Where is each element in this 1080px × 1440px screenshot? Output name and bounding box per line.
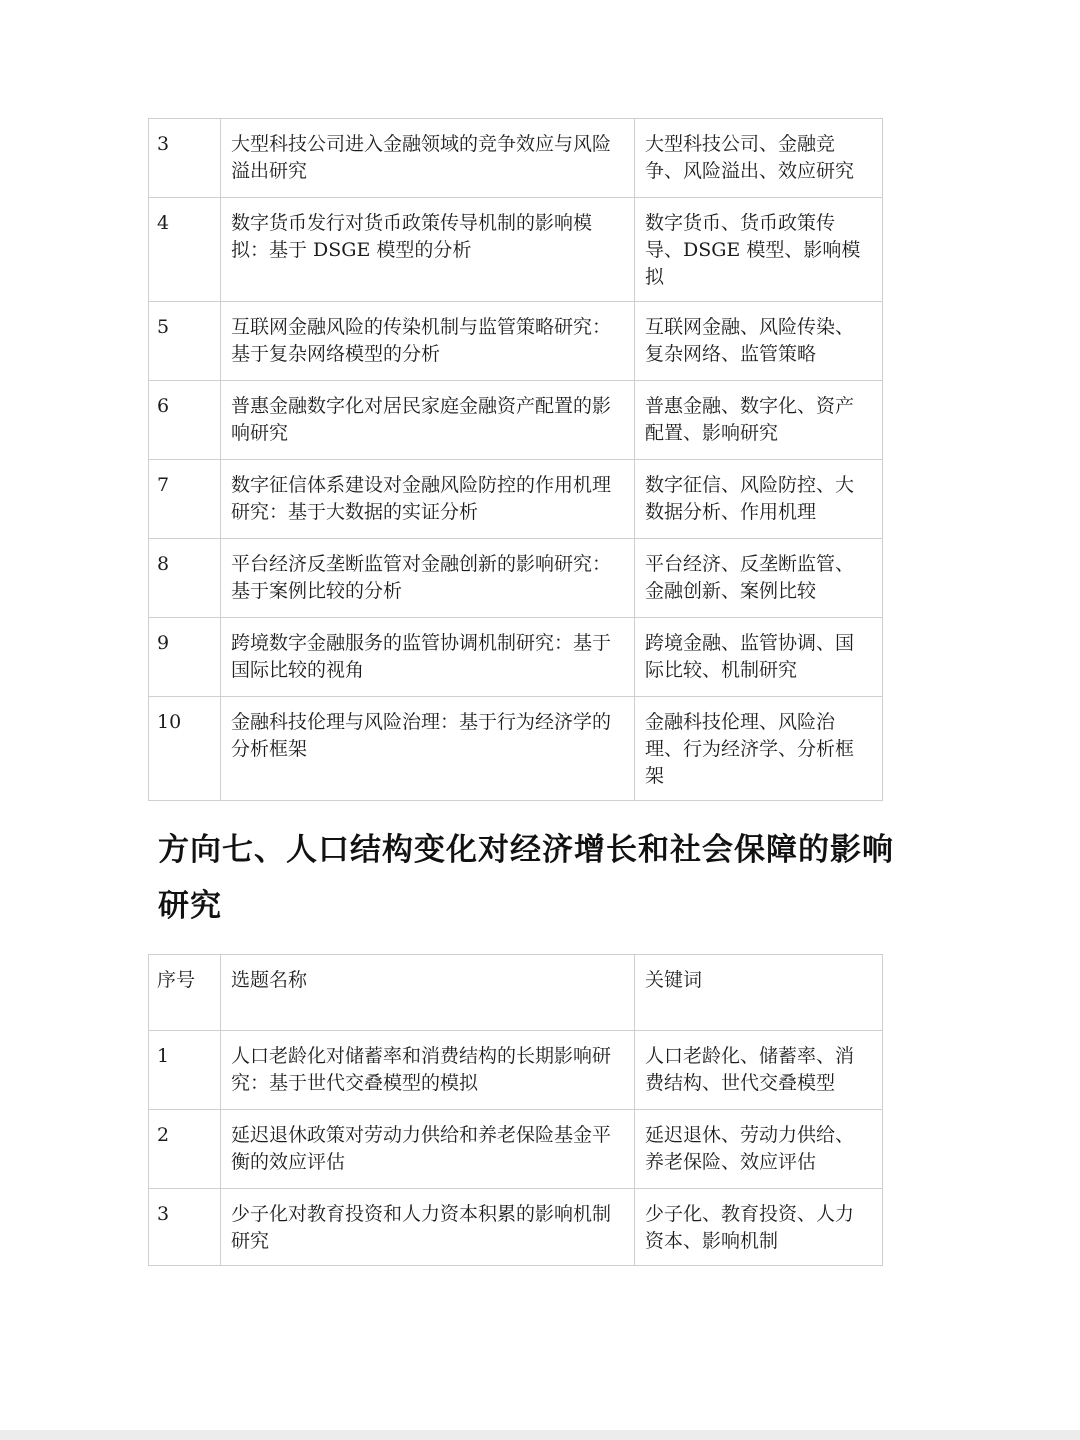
topic-title: 金融科技伦理与风险治理：基于行为经济学的分析框架 — [221, 697, 635, 801]
table-row — [149, 1189, 883, 1266]
row-number: 10 — [149, 697, 221, 801]
table-row — [149, 302, 883, 381]
topic-title: 数字征信体系建设对金融风险防控的作用机理研究：基于大数据的实证分析 — [221, 460, 635, 539]
table-header-row — [149, 955, 883, 1031]
topic-title: 普惠金融数字化对居民家庭金融资产配置的影响研究 — [221, 381, 635, 460]
table-row — [149, 1031, 883, 1110]
row-number: 8 — [149, 539, 221, 618]
row-number: 3 — [149, 1189, 221, 1266]
table-row — [149, 697, 883, 801]
table-row — [149, 119, 883, 198]
topic-keywords: 普惠金融、数字化、资产配置、影响研究 — [635, 381, 883, 460]
topic-title: 数字货币发行对货币政策传导机制的影响模拟：基于 DSGE 模型的分析 — [221, 198, 635, 302]
topic-title: 人口老龄化对储蓄率和消费结构的长期影响研究：基于世代交叠模型的模拟 — [221, 1031, 635, 1110]
table-row — [149, 539, 883, 618]
row-number: 7 — [149, 460, 221, 539]
topic-title: 大型科技公司进入金融领域的竞争效应与风险溢出研究 — [221, 119, 635, 198]
topic-keywords: 数字征信、风险防控、大数据分析、作用机理 — [635, 460, 883, 539]
topics-table-direction-6 — [148, 118, 883, 801]
topic-keywords: 平台经济、反垄断监管、金融创新、案例比较 — [635, 539, 883, 618]
topic-title: 互联网金融风险的传染机制与监管策略研究：基于复杂网络模型的分析 — [221, 302, 635, 381]
topic-keywords: 延迟退休、劳动力供给、养老保险、效应评估 — [635, 1110, 883, 1189]
topic-keywords: 大型科技公司、金融竞争、风险溢出、效应研究 — [635, 119, 883, 198]
table-row — [149, 198, 883, 302]
topic-title: 跨境数字金融服务的监管协调机制研究：基于国际比较的视角 — [221, 618, 635, 697]
scan-bottom-edge — [0, 1430, 1080, 1440]
table-row — [149, 1110, 883, 1189]
topic-keywords: 互联网金融、风险传染、复杂网络、监管策略 — [635, 302, 883, 381]
topic-keywords: 少子化、教育投资、人力资本、影响机制 — [635, 1189, 883, 1266]
topic-keywords: 数字货币、货币政策传导、DSGE 模型、影响模拟 — [635, 198, 883, 302]
row-number: 2 — [149, 1110, 221, 1189]
row-number: 9 — [149, 618, 221, 697]
header-title: 选题名称 — [221, 955, 635, 1031]
table-row — [149, 618, 883, 697]
topic-keywords: 跨境金融、监管协调、国际比较、机制研究 — [635, 618, 883, 697]
table-row — [149, 381, 883, 460]
topic-keywords: 人口老龄化、储蓄率、消费结构、世代交叠模型 — [635, 1031, 883, 1110]
header-keywords: 关键词 — [635, 955, 883, 1031]
table-row — [149, 460, 883, 539]
row-number: 4 — [149, 198, 221, 302]
topic-title: 延迟退休政策对劳动力供给和养老保险基金平衡的效应评估 — [221, 1110, 635, 1189]
header-number: 序号 — [149, 955, 221, 1031]
row-number: 1 — [149, 1031, 221, 1110]
topic-title: 平台经济反垄断监管对金融创新的影响研究：基于案例比较的分析 — [221, 539, 635, 618]
row-number: 5 — [149, 302, 221, 381]
topic-title: 少子化对教育投资和人力资本积累的影响机制研究 — [221, 1189, 635, 1266]
topic-keywords: 金融科技伦理、风险治理、行为经济学、分析框架 — [635, 697, 883, 801]
topics-table-direction-7 — [148, 954, 883, 1266]
row-number: 3 — [149, 119, 221, 198]
section-heading: 方向七、人口结构变化对经济增长和社会保障的影响研究 — [158, 832, 894, 924]
row-number: 6 — [149, 381, 221, 460]
